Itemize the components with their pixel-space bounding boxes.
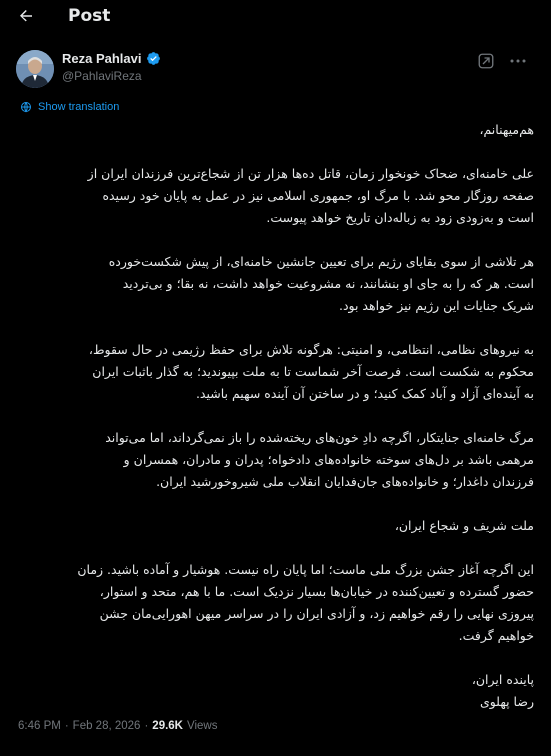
tweet-line: است. هر که را به جای او بنشانند، نه مشروعیت خواهد داشت، نه بقا؛ و بی‌تردید [122, 276, 534, 291]
tweet-line: شریک جنایات این رژیم نیز خواهد بود. [338, 298, 534, 313]
avatar[interactable] [16, 50, 54, 88]
show-translation-label[interactable]: Show translation [38, 101, 120, 113]
tweet-line: به نیروهای نظامی، انتظامی، و امنیتی: هرگونه تلاش برای حفظ رژیمی در حال سقوط، [88, 342, 534, 357]
page-title: Post [68, 6, 111, 26]
tweet-line: هم‌میهنانم، [479, 122, 534, 137]
grok-icon [477, 52, 495, 70]
tweet-line: رضا پهلوی [479, 694, 534, 709]
author-display-name[interactable]: Reza Pahlavi [62, 51, 142, 66]
show-translation-link[interactable] [20, 101, 119, 113]
views-label: Views [186, 720, 218, 732]
tweet-meta [18, 720, 217, 732]
grok-button[interactable] [477, 52, 495, 70]
tweet-line: پیروزی نهایی را رقم خواهیم زد، و آزادی ایران را در سراسر میهن اهورایی‌مان جشن [99, 606, 534, 621]
tweet-line: پاینده ایران، [471, 672, 534, 687]
globe-icon [20, 101, 32, 113]
author-row [16, 50, 535, 90]
views-count[interactable]: 29.6K [152, 720, 183, 732]
back-button[interactable] [12, 2, 40, 30]
author-names [62, 51, 161, 83]
more-options-button[interactable] [507, 50, 529, 72]
tweet-line: است و به‌زودی زود به زباله‌دان تاریخ خواهد پیوست. [266, 210, 534, 225]
tweet-line: هر تلاشی از سوی بقایای رژیم برای تعیین جانشین خامنه‌ای، از پیش شکست‌خورده [108, 254, 534, 269]
tweet-line: ملت شریف و شجاع ایران، [394, 518, 534, 533]
top-bar [0, 0, 551, 34]
tweet-text [18, 119, 534, 713]
tweet-line: حضور گسترده و تعیین‌کننده در خیابان‌ها بسیار نزدیک است. ما با هم، متحد و استوار، [99, 584, 534, 599]
tweet-date[interactable]: Feb 28, 2026 [72, 720, 141, 732]
author-handle[interactable]: @PahlaviReza [62, 69, 142, 83]
meta-separator: · [144, 720, 149, 732]
tweet-line: مرگ خامنه‌ای جنایتکار، اگرچه دادِ خون‌های ریخته‌شده را باز نمی‌گرداند، اما می‌تواند [105, 430, 534, 445]
meta-separator: · [64, 720, 69, 732]
tweet-line: صفحه روزگار محو شد. با مرگ او، جمهوری اسلامی نیز در عمل به پایان خود رسیده [102, 188, 534, 203]
tweet-line: این اگرچه آغاز جشن بزرگ ملی ماست؛ اما پایان راه نیست. هوشیار و آماده باشید. زمان [77, 562, 534, 577]
tweet-line: محکوم به شکست است. فرصت آخر شماست تا به ملت بپیوندید؛ به گذار باثبات ایران [92, 364, 534, 379]
tweet-time[interactable]: 6:46 PM [18, 720, 61, 732]
more-dots-icon [510, 59, 526, 63]
tweet-line: خواهیم گرفت. [458, 628, 534, 643]
tweet-line: مرهمی باشد بر دل‌های سوخته خانواده‌های دادخواه؛ پدران و مادران، همسران و [123, 452, 534, 467]
tweet-line: به آینده‌ای آزاد و آباد کمک کنید؛ و در ساختن آن آینده سهیم باشید. [195, 386, 534, 401]
verified-badge-icon [146, 51, 161, 66]
arrow-left-icon [17, 7, 35, 25]
tweet-line: فرزندان داغدار؛ و خانواده‌های جان‌فدایان انقلاب ملی شیروخورشید ایران. [156, 474, 534, 489]
tweet-line: علی خامنه‌ای، ضحاک خونخوار زمان، قاتل ده‌ها هزار تن از شجاع‌ترین فرزندان ایران از [87, 166, 534, 181]
